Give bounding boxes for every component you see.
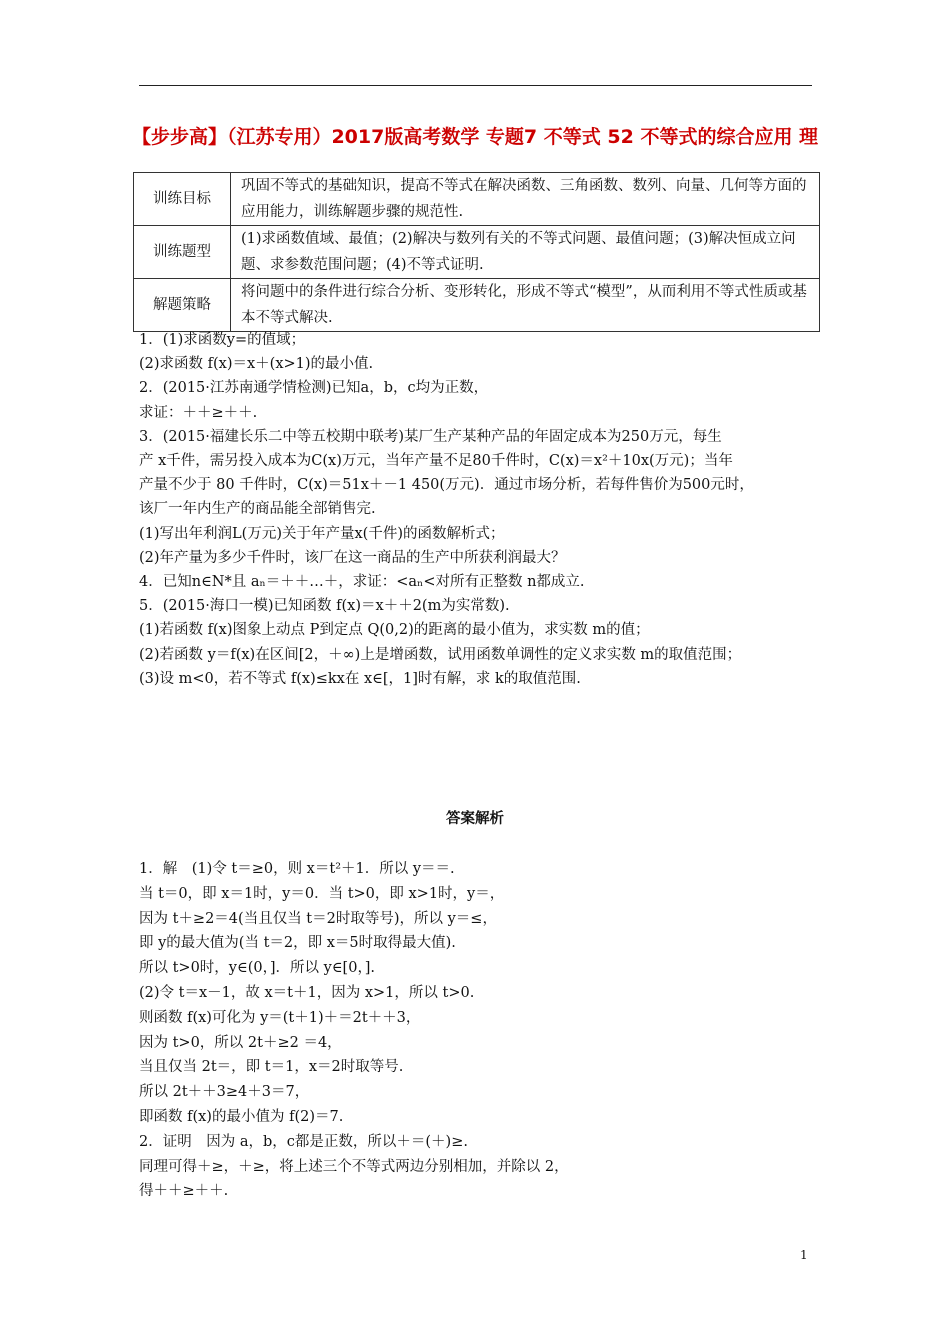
text-line: (1)若函数 f(x)图象上动点 P到定点 Q(0,2)的距离的最小值为，求实数 m的值； — [139, 622, 650, 639]
text-line: 所以 2t＋＋3≥4＋3＝7， — [139, 1084, 310, 1101]
answers-heading: 答案解析 — [446, 811, 504, 827]
questions-section — [139, 328, 829, 691]
text-line: 产 x千件，需另投入成本为C(x)万元，当年产量不足80千件时，C(x)＝x²＋10x(万元)；当年 — [139, 453, 733, 470]
training-info-table — [133, 172, 820, 332]
text-line: 产量不少于 80 千件时，C(x)＝51x＋－1 450(万元)．通过市场分析，若每件售价为500元时， — [139, 477, 754, 494]
text-line: (2)求函数 f(x)＝x＋(x>1)的最小值. — [139, 356, 374, 373]
text-line: 1．解 (1)令 t＝≥0，则 x＝t²＋1．所以 y＝＝. — [139, 861, 455, 877]
table-row — [134, 226, 820, 279]
text-line: 1．(1)求函数y=的值域； — [139, 332, 306, 348]
text-line: 因为 t>0，所以 2t＋≥2 ＝4， — [139, 1034, 342, 1051]
header-rule — [139, 85, 812, 86]
text-line: 即 y的最大值为(当 t＝2，即 x＝5时取得最大值). — [139, 935, 456, 952]
text-line: 4．已知n∈N*且 aₙ＝＋＋…＋，求证：<aₙ<对所有正整数 n都成立. — [139, 574, 585, 591]
page-number: 1 — [800, 1248, 808, 1262]
text-line: 5．(2015·海口一模)已知函数 f(x)＝x＋＋2(m为实常数). — [139, 598, 510, 615]
text-line: (1)写出年利润L(万元)关于年产量x(千件)的函数解析式； — [139, 525, 505, 542]
text-line: 得＋＋≥＋＋. — [139, 1183, 229, 1200]
row-label: 解题策略 — [134, 279, 231, 332]
answers-section — [139, 857, 829, 1204]
table-row — [134, 173, 820, 226]
row-text: (1)求函数值域、最值；(2)解决与数列有关的不等式问题、最值问题；(3)解决恒成立问题、求参数范围问题；(4)不等式证明. — [231, 226, 820, 279]
text-line: 所以 t>0时，y∈(0，]．所以 y∈[0，]. — [139, 960, 375, 977]
text-line: (2)年产量为多少千件时，该厂在这一商品的生产中所获利润最大？ — [139, 549, 566, 566]
text-line: (3)设 m<0，若不等式 f(x)≤kx在 x∈[，1]时有解，求 k的取值范围. — [139, 670, 581, 687]
text-line: 3．(2015·福建长乐二中等五校期中联考)某厂生产某种产品的年固定成本为250万元，每生 — [139, 428, 722, 445]
row-text: 巩固不等式的基础知识，提高不等式在解决函数、三角函数、数列、向量、几何等方面的应用能力，训练解题步骤的规范性. — [231, 173, 820, 226]
text-line: (2)令 t＝x－1，故 x＝t＋1，因为 x>1，所以 t>0. — [139, 984, 475, 1001]
text-line: 该厂一年内生产的商品能全部销售完. — [139, 501, 376, 518]
row-label: 训练题型 — [134, 226, 231, 279]
text-line: (2)若函数 y＝f(x)在区间[2，＋∞)上是增函数，试用函数单调性的定义求实数 m的取值范围； — [139, 646, 742, 663]
table-row — [134, 279, 820, 332]
text-line: 2．(2015·江苏南通学情检测)已知a，b，c均为正数， — [139, 380, 489, 397]
document-title: 【步步高】（江苏专用）2017版高考数学 专题7 不等式 52 不等式的综合应用 理 — [131, 126, 819, 148]
text-line: 当且仅当 2t＝，即 t＝1，x＝2时取等号. — [139, 1059, 404, 1076]
row-label: 训练目标 — [134, 173, 231, 226]
text-line: 即函数 f(x)的最小值为 f(2)＝7. — [139, 1108, 344, 1125]
row-text: 将问题中的条件进行综合分析、变形转化，形成不等式“模型”，从而利用不等式性质或基本不等式解决. — [231, 279, 820, 332]
text-line: 同理可得＋≥，＋≥，将上述三个不等式两边分别相加，并除以 2， — [139, 1158, 569, 1175]
text-line: 则函数 f(x)可化为 y＝(t＋1)＋＝2t＋＋3， — [139, 1009, 421, 1026]
text-line: 求证：＋＋≥＋＋. — [139, 404, 258, 421]
text-line: 因为 t＋≥2＝4(当且仅当 t＝2时取等号)，所以 y＝≤， — [139, 910, 497, 927]
text-line: 当 t＝0，即 x＝1时，y＝0．当 t>0，即 x>1时，y＝， — [139, 885, 505, 902]
text-line: 2．证明 因为 a，b，c都是正数，所以＋＝(＋)≥. — [139, 1133, 468, 1150]
